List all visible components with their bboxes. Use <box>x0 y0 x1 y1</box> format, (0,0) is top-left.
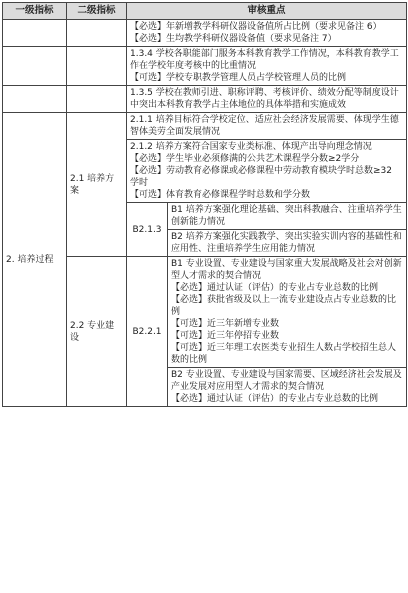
focus-cell <box>127 47 407 86</box>
header-level1: 一级指标 <box>3 3 67 20</box>
header-focus: 审核重点 <box>127 3 407 20</box>
level1-empty-cell <box>3 86 67 113</box>
header-level2: 二级指标 <box>67 3 127 20</box>
focus-cell: B1 培养方案强化理论基础、突出科教融合、注重培养学生创新能力情况 <box>168 203 407 230</box>
focus-cell: B2 培养方案强化实践教学、突出实验实训内容的基础性和应用性、注重培养学生应用能力情况 <box>168 230 407 257</box>
focus-line: 【必选】通过认证（评估）的专业占专业总数的比例 <box>171 394 379 404</box>
focus-line: 1.3.5 学校在教师引进、职称评聘、考核评价、绩效分配等制度设计中突出本科教育教学占主体地位的具体举措和实施成效 <box>130 88 399 110</box>
focus-line: 【必选】劳动教育必修课或必修课程中劳动教育模块学时总数≥32 学时 <box>130 166 392 188</box>
focus-line: 【可选】近三年新增专业数 <box>171 319 280 329</box>
focus-line: 【可选】近三年理工农医类专业招生人数占学校招生总人数的比例 <box>171 343 397 365</box>
focus-line: 1.3.4 学校各职能部门服务本科教育教学工作情况，本科教育教学工作在学校年度考核中的比重情况 <box>130 49 399 71</box>
level2-empty-cell <box>67 47 127 86</box>
level1-empty-cell <box>3 20 67 47</box>
code-cell: B2.2.1 <box>127 257 168 407</box>
focus-line: 【必选】获批省级及以上一流专业建设点占专业总数的比例 <box>171 295 397 317</box>
focus-line: 【必选】生均教学科研仪器设备值（要求见备注 7） <box>130 34 337 44</box>
audit-table <box>2 2 407 407</box>
table-row <box>3 47 407 86</box>
table-row <box>3 113 407 140</box>
focus-line: B2 专业设置、专业建设与国家需要、区域经济社会发展及产业发展对应用型人才需求的契合情况 <box>171 370 402 392</box>
focus-line: 【必选】年新增教学科研仪器设备值所占比例（要求见备注 6） <box>130 22 382 32</box>
focus-cell <box>127 20 407 47</box>
code-cell: B2.1.3 <box>127 203 168 257</box>
focus-line: 【必选】通过认证（评估）的专业占专业总数的比例 <box>171 283 379 293</box>
focus-line: 【可选】体育教育必修课程学时总数和学分数 <box>130 190 311 200</box>
level1-empty-cell <box>3 47 67 86</box>
focus-line: 【可选】近三年停招专业数 <box>171 331 280 341</box>
level2-training-cell: 2.1 培养方案 <box>67 113 127 257</box>
focus-line: 【必选】学生毕业必须修满的公共艺术课程学分数≥2学分 <box>130 154 360 164</box>
table-row <box>3 86 407 113</box>
focus-cell <box>168 368 407 407</box>
header-row <box>3 3 407 20</box>
focus-line: B1 专业设置、专业建设与国家重大发展战略及社会对创新型人才需求的契合情况 <box>171 259 402 281</box>
focus-cell <box>168 257 407 368</box>
focus-line: 【可选】学校专职教学管理人员占学校管理人员的比例 <box>130 73 347 83</box>
focus-cell <box>127 86 407 113</box>
focus-cell <box>127 113 407 140</box>
level1-cell: 2. 培养过程 <box>3 113 67 407</box>
level2-major-cell: 2.2 专业建设 <box>67 257 127 407</box>
table-row <box>3 20 407 47</box>
focus-line: 2.1.1 培养目标符合学校定位、适应社会经济发展需要、体现学生德智体美劳全面发展情况 <box>130 115 399 137</box>
focus-cell <box>127 140 407 203</box>
focus-line: 2.1.2 培养方案符合国家专业类标准、体现产出导向理念情况 <box>130 142 372 152</box>
level2-empty-cell <box>67 86 127 113</box>
level2-empty-cell <box>67 20 127 47</box>
